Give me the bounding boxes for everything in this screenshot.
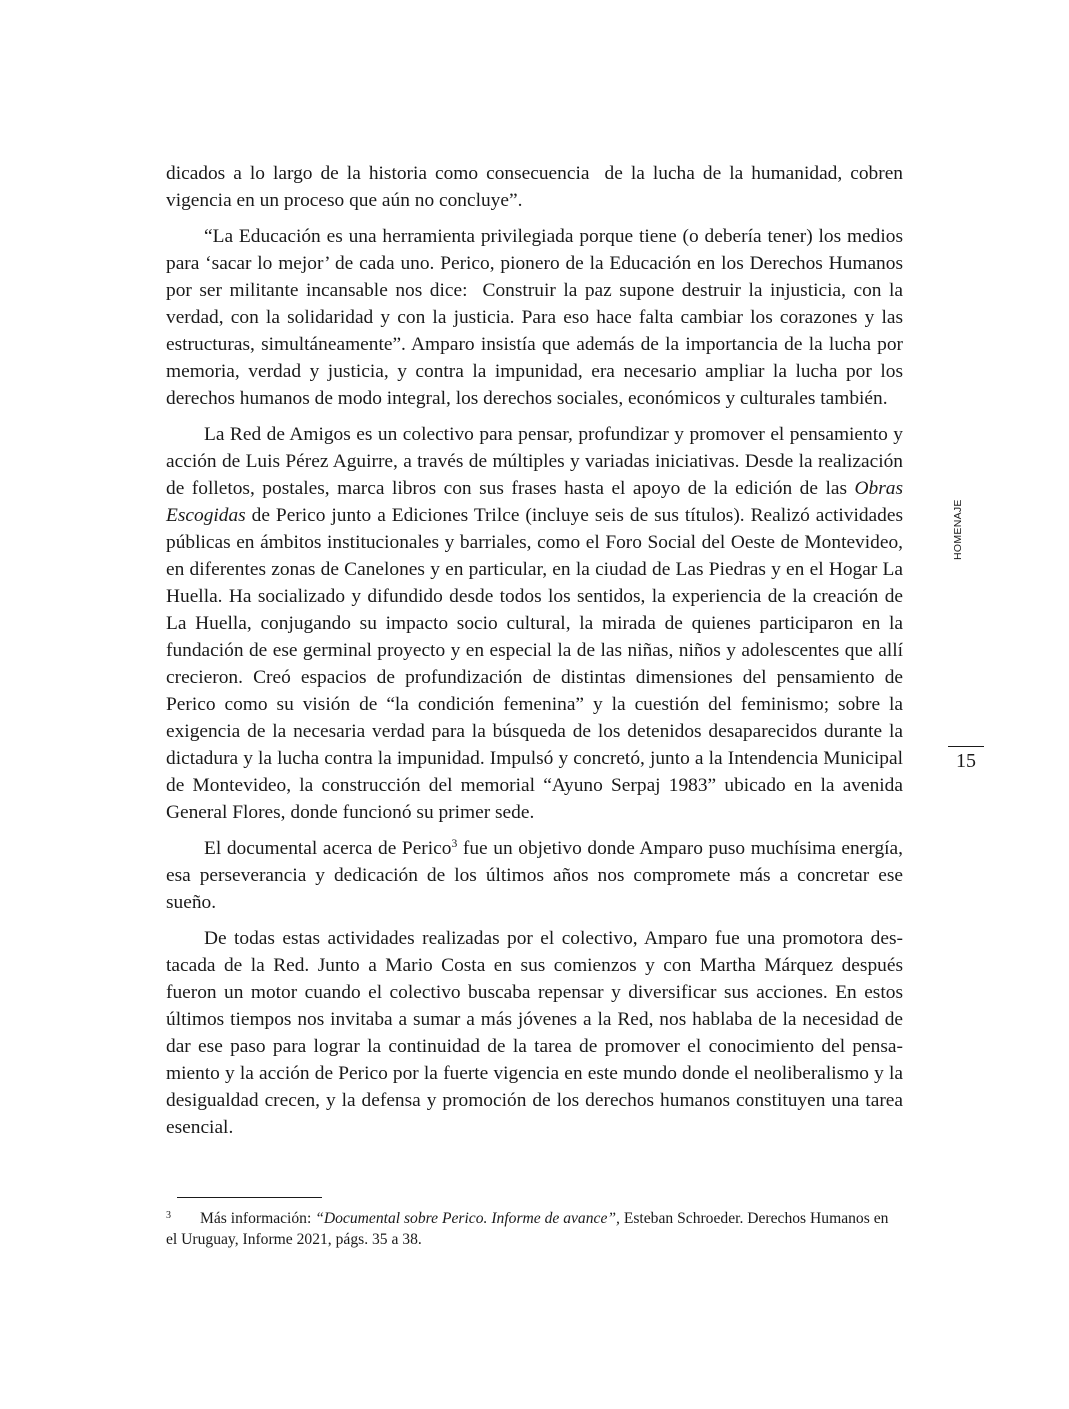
paragraph-4-text-b: fue un objetivo donde Amparo puso muchísima energía, esa perseverancia y dedicación de los últimos años nos compromete más a concretar ese sueño. [166,838,903,913]
paragraph-2: “La Educación es una herramienta privilegiada porque tiene (o debería tener) los medios para ‘sacar lo mejor’ de cada uno. Perico, pionero de la Educación en los Derechos Humanos por ser militante incansable nos dice: Construir la paz supone destruir la injusticia, con la verdad, con la solidaridad y con la justicia. Para eso hace falta cambiar los corazones y las estructuras, simultáneamente”. Amparo insistía que además de la importancia de la lucha por memoria, verdad y justicia, y contra la impunidad, era necesario ampliar la lucha por los derechos humanos de modo integral, los derechos sociales, económicos y culturales también. [166,226,903,409]
footnote-mark: 3 [166,1210,171,1221]
section-label: HOMENAJE [952,499,964,561]
footnote-text-a: Más información: [200,1210,316,1227]
paragraph-4-text-a: El documental acerca de Perico [204,838,452,859]
page-number: 15 [956,750,976,772]
book-title: Obras Escogidas [166,478,903,526]
footnote-title: “Documental sobre Perico. Informe de avance”, [315,1210,620,1227]
paragraph-4 [166,835,903,916]
body-text [166,160,903,1150]
footnote [166,1205,903,1250]
page-number-rule [948,746,984,747]
paragraph-1: dicados a lo largo de la historia como consecuencia de la lucha de la humanidad, cobren vigencia en un proceso que aún no concluye”. [166,163,903,211]
footnote-divider [177,1197,322,1198]
paragraph-3-text-b: de Perico junto a Ediciones Trilce (incluye seis de sus títulos). Realizó actividades públicas en ámbitos institucionales y barriales, como el Foro Social del Oeste de Montevideo, en diferentes zonas de Canelones y en particular, en la ciudad de Las Piedras y en el Hogar La Huella. Ha socializado y difundido desde todos los sentidos, la experiencia de la creación de La Huella, conjugando su impacto socio cultural, la mirada de quienes participaron en la fundación de ese germinal proyecto y en especial la de las niñas, niños y adolescentes que allí crecieron. Creó espacios de profundización de distintas dimensiones del pensamiento de Perico como su visión de “la condición femenina” y la cuestión del feminismo; sobre la exigencia de la necesaria verdad para la búsqueda de los detenidos desaparecidos durante la dictadura y la lucha contra la impunidad. Impulsó y concretó, junto a la Intendencia Municipal de Montevideo, la construcción del memorial “Ayuno Serpaj 1983” ubicado en la avenida General Flores, donde funcionó su primer sede. [166,505,903,823]
paragraph-5: De todas estas actividades realizadas por el colectivo, Amparo fue una promotora destacada de la Red. Junto a Mario Costa en sus comienzos y con Martha Márquez después fueron un motor cuando el colectivo buscaba repensar y diversificar sus acciones. En estos últimos tiempos nos invitaba a sumar a más jóvenes a la Red, nos hablaba de la necesidad de dar ese paso para lograr la continuidad de la tarea de promover el conocimiento del pensamiento y la acción de Perico por la fuerte vigencia en este mundo donde el neoliberalismo y la desigualdad crecen, y la defensa y promoción de los derechos humanos constituyen una tarea esencial. [166,928,903,1138]
footnote-text-b: Esteban Schroeder. Derechos Humanos en el Uruguay, Informe 2021, págs. 35 a 38. [166,1210,889,1248]
footnote-reference[interactable]: 3 [451,837,458,851]
paragraph-3 [166,421,903,826]
paragraph-3-text-a: La Red de Amigos es un colectivo para pensar, profundizar y promover el pensamiento y acción de Luis Pérez Aguirre, a través de múltiples y variadas iniciativas. Desde la realización de folletos, postales, marca libros con sus frases hasta el apoyo de la edición de las [166,424,903,499]
